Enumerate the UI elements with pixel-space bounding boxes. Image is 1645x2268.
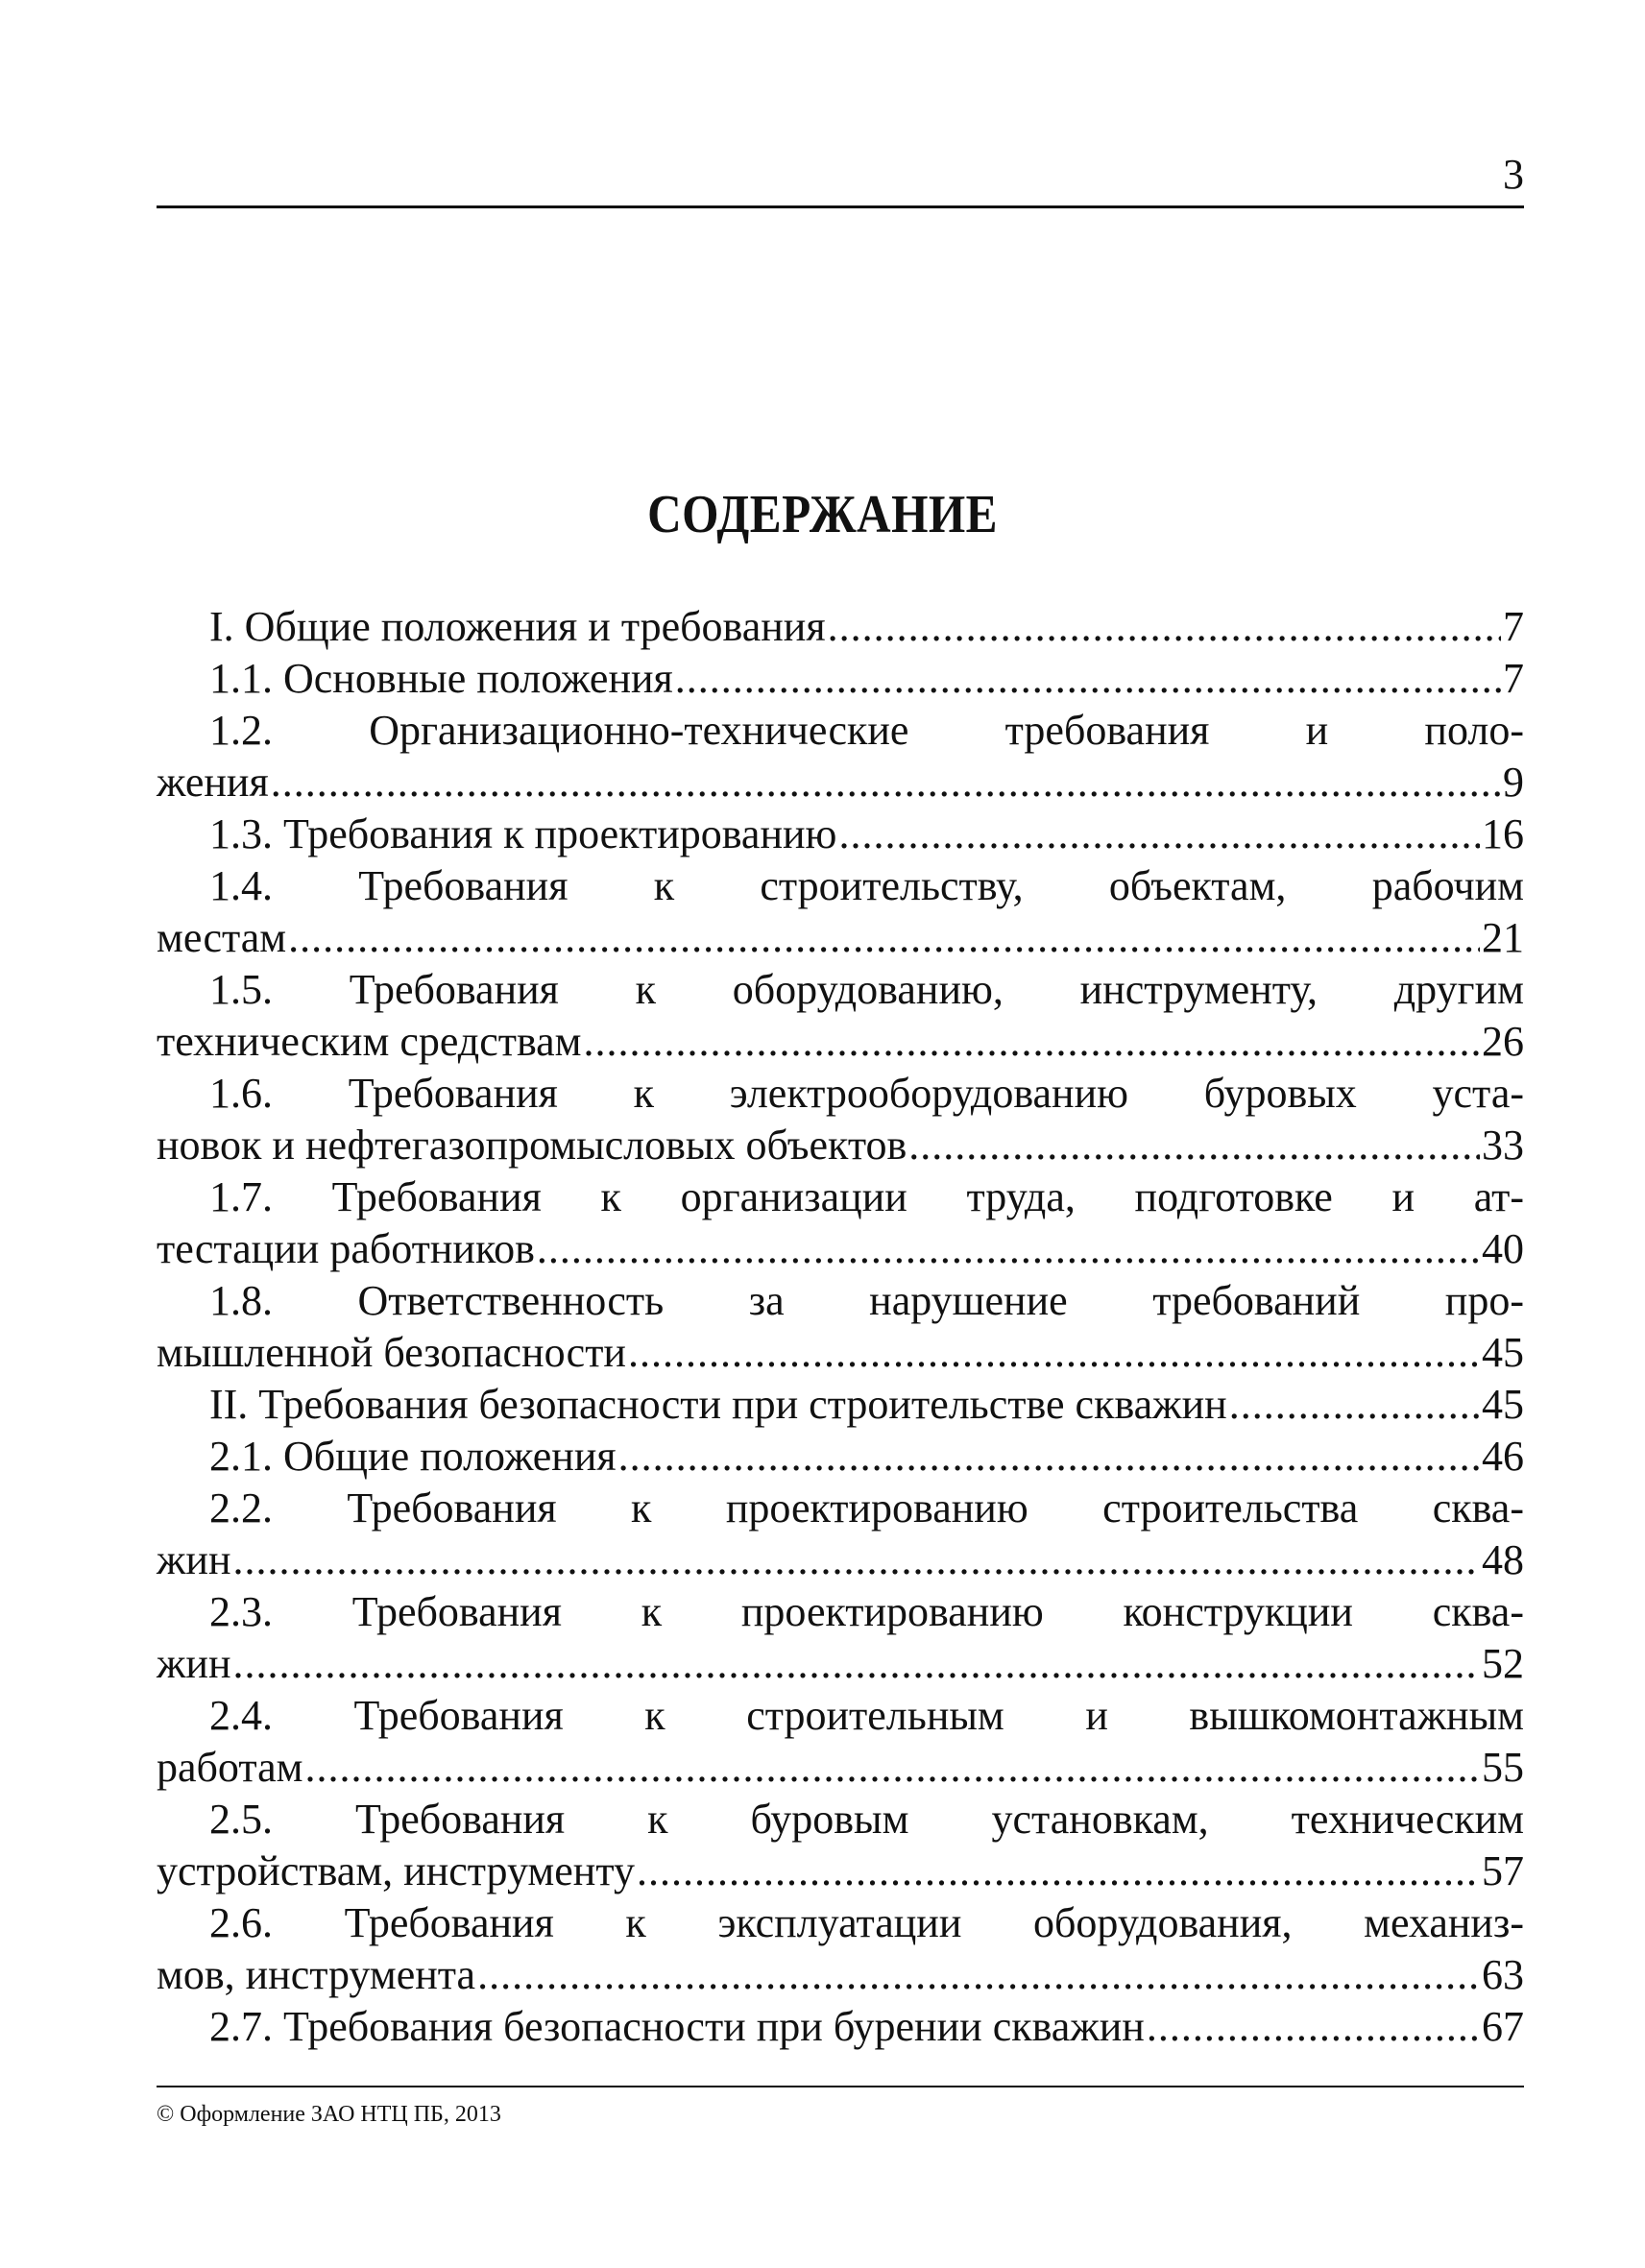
toc-entry	[157, 964, 1524, 1016]
toc-entry	[157, 1638, 1524, 1690]
toc-entry-page: 9	[1503, 759, 1524, 806]
toc-leader-dots	[288, 912, 1480, 964]
toc-entry	[157, 653, 1524, 705]
toc-entry-page: 57	[1482, 1847, 1524, 1894]
toc-entry-text: I. Общие положения и требования	[209, 603, 826, 650]
toc-leader-dots	[271, 757, 1501, 808]
toc-entry-text: устройствам, инструменту	[157, 1847, 635, 1894]
toc-leader-dots	[838, 808, 1480, 860]
toc-entry-text: 2.4. Требования к строительным и вышкомонтажным	[209, 1692, 1524, 1739]
footer-rule	[157, 2086, 1524, 2087]
toc-leader-dots	[477, 1949, 1480, 2001]
toc-entry-text: 1.2. Организационно-технические требования и поло-	[209, 707, 1524, 754]
toc-leader-dots	[637, 1846, 1480, 1897]
page-number: 3	[1503, 151, 1524, 198]
toc-leader-dots	[584, 1016, 1480, 1068]
toc-entry-page: 48	[1482, 1536, 1524, 1583]
toc-entry-text: мов, инструмента	[157, 1951, 476, 1998]
toc-entry-text: 1.7. Требования к организации труда, подготовке и ат-	[209, 1173, 1524, 1220]
toc-entry	[157, 860, 1524, 912]
toc-entry	[157, 705, 1524, 757]
toc-entry-text: 1.3. Требования к проектированию	[209, 810, 837, 857]
toc-entry	[157, 1379, 1524, 1431]
toc-entry	[157, 1120, 1524, 1171]
toc-entry	[157, 1742, 1524, 1794]
toc-entry	[157, 1586, 1524, 1638]
toc-entry-page: 40	[1482, 1225, 1524, 1272]
toc-entry-page: 55	[1482, 1744, 1524, 1791]
toc-entry	[157, 912, 1524, 964]
toc-entry	[157, 1949, 1524, 2001]
toc-entry-text: 1.6. Требования к электрооборудованию буровых уста-	[209, 1070, 1524, 1117]
page-title: СОДЕРЖАНИЕ	[647, 485, 998, 544]
toc-entry-page: 26	[1482, 1018, 1524, 1065]
toc-entry	[157, 601, 1524, 653]
toc-leader-dots	[304, 1742, 1480, 1794]
toc-entry-page: 46	[1482, 1433, 1524, 1480]
toc-entry-page: 21	[1482, 914, 1524, 961]
header-rule	[157, 205, 1524, 208]
toc-entry	[157, 2001, 1524, 2053]
toc-entry-text: 2.3. Требования к проектированию конструкции сква-	[209, 1588, 1524, 1635]
toc-entry	[157, 1016, 1524, 1068]
toc-entry	[157, 1223, 1524, 1275]
toc-entry-text: жения	[157, 759, 269, 806]
toc-leader-dots	[628, 1327, 1480, 1379]
toc-leader-dots	[1229, 1379, 1480, 1431]
toc-entry-text: 2.2. Требования к проектированию строительства сква-	[209, 1484, 1524, 1532]
toc-entry	[157, 808, 1524, 860]
toc-entry-page: 45	[1482, 1381, 1524, 1428]
toc-entry-text: 1.4. Требования к строительству, объектам, рабочим	[209, 862, 1524, 909]
toc-leader-dots	[537, 1223, 1480, 1275]
toc-entry-text: жин	[157, 1640, 231, 1687]
toc-entry-page: 7	[1503, 655, 1524, 702]
toc-entry	[157, 1431, 1524, 1483]
toc-entry	[157, 1534, 1524, 1586]
toc-entry-text: тестации работников	[157, 1225, 535, 1272]
toc-entry-text: II. Требования безопасности при строительстве скважин	[209, 1381, 1227, 1428]
toc-entry-text: жин	[157, 1536, 231, 1583]
toc-leader-dots	[828, 601, 1501, 653]
toc-entry-page: 7	[1503, 603, 1524, 650]
toc-entry-page: 67	[1482, 2003, 1524, 2050]
toc-entry	[157, 1794, 1524, 1846]
toc-entry	[157, 1275, 1524, 1327]
toc-entry-text: 1.1. Основные положения	[209, 655, 673, 702]
toc-entry	[157, 1327, 1524, 1379]
toc-entry	[157, 1171, 1524, 1223]
toc-leader-dots	[908, 1120, 1480, 1171]
toc-entry-page: 45	[1482, 1329, 1524, 1376]
toc-entry-page: 33	[1482, 1122, 1524, 1169]
toc-entry	[157, 1690, 1524, 1742]
toc-entry-text: техническим средствам	[157, 1018, 582, 1065]
footer-copyright: © Оформление ЗАО НТЦ ПБ, 2013	[157, 2102, 501, 2127]
toc-entry-text: 2.1. Общие положения	[209, 1433, 617, 1480]
toc-leader-dots	[233, 1638, 1481, 1690]
toc-entry-text: 2.6. Требования к эксплуатации оборудования, механиз-	[209, 1899, 1524, 1946]
toc-leader-dots	[1147, 2001, 1480, 2053]
toc-leader-dots	[233, 1534, 1481, 1586]
toc-entry-text: мышленной безопасности	[157, 1329, 626, 1376]
table-of-contents	[157, 601, 1524, 2053]
toc-entry-page: 52	[1482, 1640, 1524, 1687]
toc-entry-text: работам	[157, 1744, 303, 1791]
toc-entry	[157, 1897, 1524, 1949]
toc-entry-page: 63	[1482, 1951, 1524, 1998]
toc-entry	[157, 1068, 1524, 1120]
toc-entry-text: 1.5. Требования к оборудованию, инструменту, другим	[209, 966, 1524, 1013]
toc-entry-text: местам	[157, 914, 287, 961]
toc-leader-dots	[675, 653, 1501, 705]
toc-entry	[157, 1846, 1524, 1897]
toc-entry-page: 16	[1482, 810, 1524, 857]
toc-entry	[157, 1483, 1524, 1534]
toc-entry-text: новок и нефтегазопромысловых объектов	[157, 1122, 907, 1169]
toc-entry-text: 2.7. Требования безопасности при бурении скважин	[209, 2003, 1145, 2050]
toc-leader-dots	[618, 1431, 1480, 1483]
toc-entry-text: 2.5. Требования к буровым установкам, техническим	[209, 1796, 1524, 1843]
toc-entry-text: 1.8. Ответственность за нарушение требований про-	[209, 1277, 1524, 1324]
toc-entry	[157, 757, 1524, 808]
